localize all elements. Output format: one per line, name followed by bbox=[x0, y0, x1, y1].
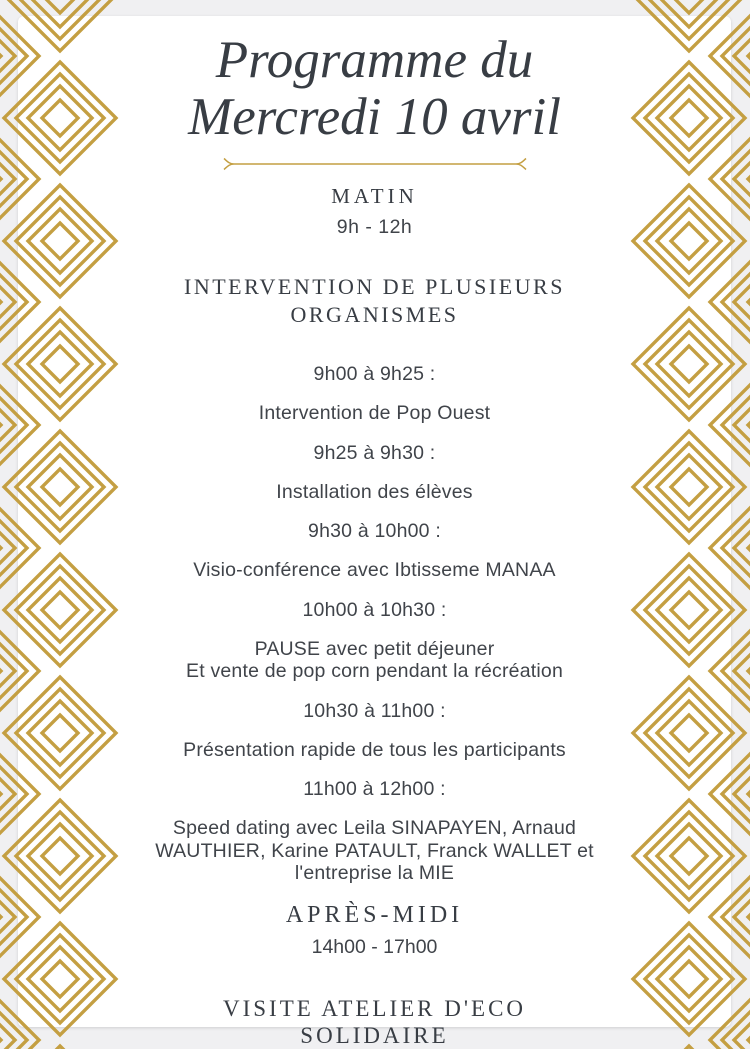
schedule-event bbox=[18, 559, 731, 582]
schedule-event-line: Présentation rapide de tous les participants bbox=[183, 738, 566, 761]
schedule-event bbox=[18, 402, 731, 425]
afternoon-hours: 14h00 - 17h00 bbox=[311, 935, 438, 958]
afternoon-heading-line2: SOLIDAIRE bbox=[300, 1022, 449, 1048]
program-page bbox=[18, 16, 731, 1048]
ornamental-divider bbox=[220, 156, 530, 172]
schedule-time: 9h25 à 9h30 : bbox=[313, 441, 436, 464]
schedule-event bbox=[18, 638, 731, 683]
schedule-time: 11h00 à 12h00 : bbox=[303, 778, 446, 800]
schedule-time: 9h00 à 9h25 : bbox=[313, 363, 436, 385]
schedule-event bbox=[18, 739, 731, 762]
schedule-event-line: PAUSE avec petit déjeuner bbox=[254, 637, 495, 660]
morning-heading bbox=[18, 273, 731, 329]
program-content bbox=[18, 16, 731, 1048]
afternoon-section-label: APRÈS-MIDI bbox=[285, 901, 464, 928]
afternoon-heading bbox=[18, 995, 731, 1049]
schedule-event-line: Intervention de Pop Ouest bbox=[258, 402, 491, 424]
schedule-time: 10h30 à 11h00 : bbox=[303, 699, 446, 722]
page-title bbox=[18, 32, 731, 146]
schedule-time: 10h00 à 10h30 : bbox=[302, 598, 447, 621]
schedule-event-line: Visio-conférence avec Ibtisseme MANAA bbox=[193, 559, 556, 581]
schedule-event-line: Installation des élèves bbox=[276, 480, 473, 503]
page-title-line1: Programme du bbox=[215, 31, 534, 89]
schedule-event-line: WAUTHIER, Karine PATAULT, Franck WALLET et bbox=[155, 839, 594, 862]
morning-hours: 9h - 12h bbox=[336, 216, 413, 238]
morning-heading-line1: INTERVENTION DE PLUSIEURS bbox=[184, 274, 565, 299]
schedule-event-line: Et vente de pop corn pendant la récréation bbox=[186, 660, 563, 682]
schedule-event bbox=[18, 481, 731, 504]
page-title-line2: Mercredi 10 avril bbox=[188, 88, 561, 146]
schedule-event bbox=[18, 817, 731, 885]
morning-heading-line2: ORGANISMES bbox=[290, 302, 459, 327]
morning-section-label: MATIN bbox=[331, 184, 418, 208]
afternoon-heading-line1: VISITE ATELIER D'ECO bbox=[222, 995, 527, 1021]
schedule-event-line: l'entreprise la MIE bbox=[294, 862, 455, 884]
schedule-event-line: Speed dating avec Leila SINAPAYEN, Arnaud bbox=[172, 817, 577, 839]
morning-schedule bbox=[18, 363, 731, 885]
schedule-time: 9h30 à 10h00 : bbox=[308, 520, 441, 542]
